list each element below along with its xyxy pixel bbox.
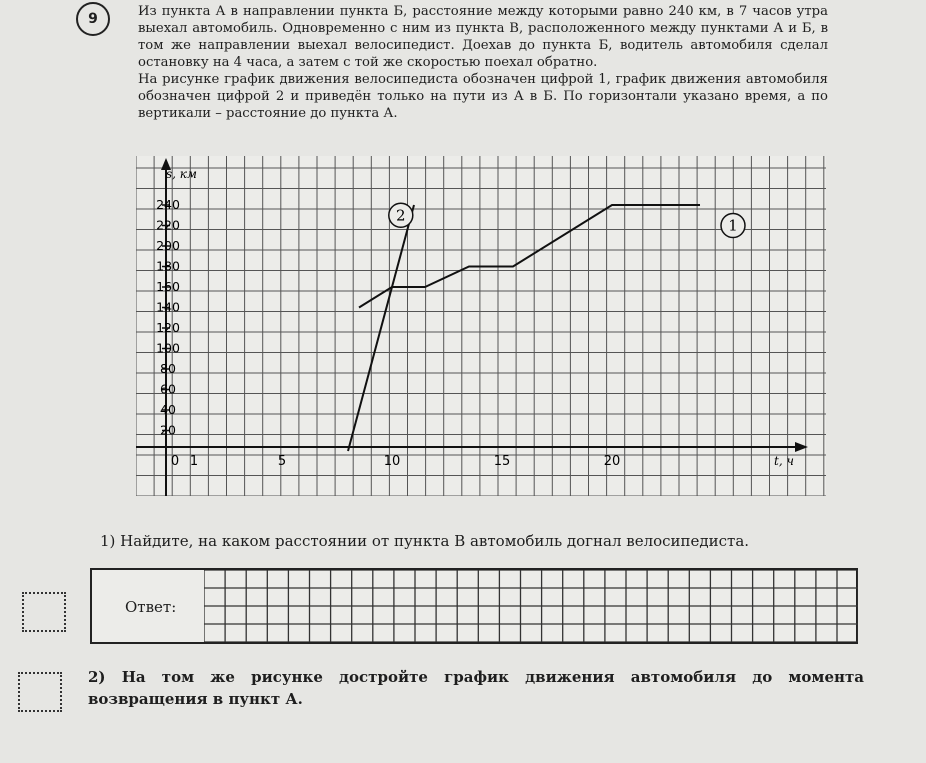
problem-statement	[138, 3, 828, 122]
y-tick-label: 100	[156, 340, 180, 356]
x-tick-label: 1	[189, 454, 199, 469]
y-tick-label: 140	[156, 299, 180, 315]
y-tick-label: 160	[156, 279, 180, 294]
problem-paragraph-1: Из пункта А в направлении пункта Б, расстояние между которыми равно 240 км, в 7 часов утра выехал автомобиль. Одновременно с ним из пункта В, расположенного между пунктами А и Б, в том же направлении выехал велосипедист. Доехав до пункта Б, водитель автомобиля сделал остановку на 4 часа, а затем с той же скоростью поехал обратно.	[138, 4, 828, 70]
y-tick-label: 200	[156, 238, 180, 253]
y-tick-label: 220	[156, 217, 180, 233]
y-tick-label: 80	[160, 361, 176, 376]
motion-graph	[136, 156, 826, 496]
answer-box	[90, 568, 858, 644]
y-tick-label: 180	[156, 258, 180, 274]
x-tick-label: 5	[277, 454, 287, 469]
y-tick-label: 240	[156, 197, 180, 212]
x-axis-label: t, ч	[774, 454, 794, 468]
score-box-1	[22, 592, 66, 632]
answer-grid[interactable]	[204, 570, 858, 642]
series-1-label: 1	[728, 216, 738, 235]
question-1: 1) Найдите, на каком расстоянии от пункта В автомобиль догнал велосипедиста.	[100, 532, 750, 550]
x-tick-label: 0	[170, 454, 180, 469]
question-2: 2) На том же рисунке достройте график движения автомобиля до момента возвращения в пункт А.	[88, 668, 864, 708]
y-tick-label: 40	[160, 402, 176, 417]
score-box-2	[18, 672, 62, 712]
x-tick-label: 20	[603, 454, 621, 469]
y-tick-label: 20	[160, 422, 176, 438]
y-tick-label: 60	[160, 381, 176, 397]
y-tick-label: 120	[156, 320, 180, 335]
graph-background	[136, 156, 826, 496]
series-2-label: 2	[396, 206, 406, 225]
y-axis-label: s, км	[166, 167, 197, 181]
x-tick-label: 15	[493, 454, 511, 469]
motion-graph-svg	[136, 156, 826, 496]
task-number: 9	[76, 2, 110, 36]
problem-paragraph-2: На рисунке график движения велосипедиста обозначен цифрой 1, график движения автомобиля обозначен цифрой 2 и приведён только на пути из А в Б. По горизонтали указано время, а по вертикали – расстояние до пункта А.	[138, 72, 828, 121]
answer-label: Ответ:	[125, 598, 177, 616]
x-tick-label: 10	[383, 454, 401, 469]
